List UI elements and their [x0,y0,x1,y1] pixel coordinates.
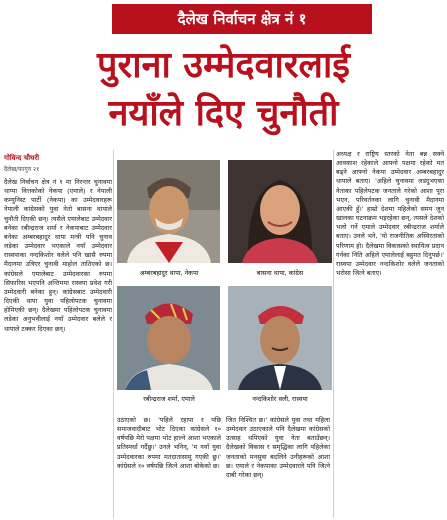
article-column-4: अध्यक्ष र राष्ट्रिय स्तरको नेता बन्न सक्ने आवकाश रहेकाले आफ्नो पक्षमा रहेको मत बढ्ने आफ्नो नेकपा उम्मेदवार अम्बरबहादुर थापाले बताए। 'अहिले चुनावमा लडदुभएका नेताका पहिलेपटक जनताले गरेको आशा पूरा भएन, परिवर्तनका लागि चुनावी मैदानमा आएकी हुँ।' हाम्रो देशमा पहिलेको समय जुन खालका घटनाक्रम भइरहेका छन्, त्यसले देशको भलो गर्ने एमाले उम्मेदवार रबीन्द्रराज शर्माले बताए। उनले भने, 'यो राजनीतिक अस्थिरताको परिणाम हो। दैलेखमा विकासको स्थायित्व प्रदान गर्नका निति अहिले एमालेलाई बहुमत दिनुपर्छ।' रास्वपा उम्मेदवार नन्दकिशोर वलेले जनताको भरोसा जित्ने बताए। [336,150,444,278]
photo-nandakishor-wali [228,286,332,390]
caption-basana-thapa: बासना थापा, कांग्रेस [256,269,304,277]
column-divider [113,150,114,518]
article-column-2: उठाएको छ। 'पहिले रहापा र पछि समाजवादीबाट भोट दिएका कांग्रेसले १० वर्षपछि मेरो पक्षमा भोट हाल्ने आशा भएकाले प्रतिस्पर्धा गर्दैछु।' उनले भनिन्, 'म नयाँ युवा उम्मेदवारका रुपमा मतदातासामु गएकी छु।' कांग्रेसले १० वर्षपछि जित्ने आशा बोकेको छ। [117,416,221,470]
photo-basana-thapa [228,160,332,263]
caption-rabindra-sharma: रबीन्द्रराज शर्मा, एमाले [143,395,195,403]
article-column-3: जित निश्चित छ।' कांग्रेसले युवा तथा महिला उम्मेदवार उठाएकाले पनि दैलेखमा कांग्रेसको उत्साह थपिएको युवा नेता बताउँछन्। दैलेखको विकास र समृद्धिका लागि पहिलेका जनताको मनसुवा बदलिने उनीहरूको आशा छ। एमाले र नेकपाका उम्मेदवारले पनि जित्ने दाबी गरेका छन्। [226,416,330,479]
caption-nandakishor-wali: नन्दकिशोर वली, रास्वपा [252,395,308,403]
column-divider [333,150,334,518]
section-banner: दैलेख निर्वाचन क्षेत्र नं १ [112,4,372,34]
byline: गोविन्द चौधरी [4,154,40,162]
photo-rabindra-sharma [117,286,220,390]
dateline: दैलेख/फागुन २१ [4,166,40,173]
headline-line-1: पुराना उम्मेदवारलाई [97,45,350,86]
photo-ambar-thapa [117,160,220,263]
headline-line-2: नयाँले दिए चुनौती [108,93,339,134]
article-column-1: दैलेख निर्वाचन क्षेत्र नं १ मा निरन्तर चुनावमा थाप्पा वित्तकोको नेकपा (एमाले) र नेपाली कम्युनिस्ट पार्टी (नेकपा) का उम्मेदवारहरू नेपाली कांग्रेसको युवा नेतो बासना थापाले चुनौती दिएकी छन्। त्यसैले एमालेबाट उम्मेदवार बनेका रबीन्द्रराज शर्मा र नेकपाबाट उम्मेदवार बनेका अम्बरबहादुर थापा मन्त्री पनि चुनाव लडेका उम्मेदवार भएकाले नयाँ उम्मेदवार रास्वपाका नन्दकिशोर वलेले पनि खासै रुपमा मैदानमा उत्रिएर चुनावी माहोल तातिएको छ। कांग्रेसले एमालेबाट उम्मेदवारका रुपमा सिफारिस भएपनि अन्तिममा रास्वपा प्रवेश गरी उम्मेदवारी बनेका हुन्। कांग्रेसबाट उम्मेदवारी दिएकी थापा युवा पहिलोपटक चुनावमा होमिएकी छन्। दैलेखमा पहिलोपटक चुनावमा लडेका अनुभवीलाई नयाँ उम्मेदवार बलेले र थापाले टक्कर दिएका छन्। [4,178,112,333]
caption-ambar-thapa: अम्बरबहादुर थापा, नेकपा [139,269,199,277]
